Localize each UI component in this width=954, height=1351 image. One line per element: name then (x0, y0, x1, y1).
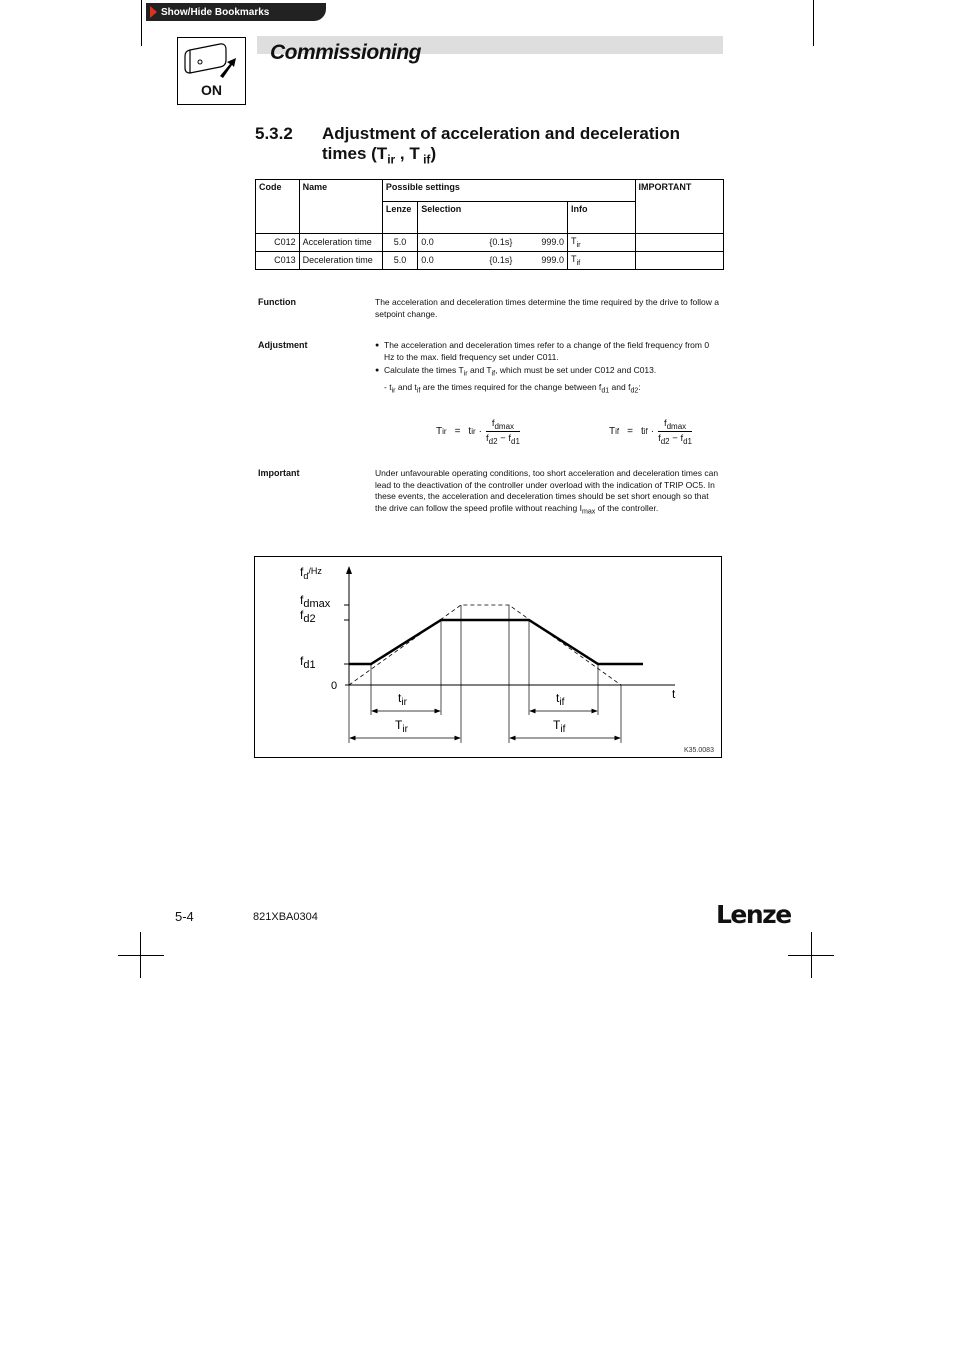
section-number: 5.3.2 (255, 124, 293, 143)
f-text: f (485, 432, 489, 444)
adjustment-label: Adjustment (258, 340, 308, 350)
cell-info (567, 234, 635, 252)
ramp-time-diagram (254, 556, 722, 758)
numerator (664, 418, 686, 431)
title-text: times (T (322, 144, 388, 163)
power-switch-icon (178, 38, 247, 82)
denominator (486, 431, 520, 446)
bookmarks-label: Show/Hide Bookmarks (161, 6, 270, 18)
adjustment-bullet-1: ● The acceleration and deceleration times refer to a change of the field frequency from 0 Hz to the max. field frequency set under C011. (375, 340, 720, 363)
text-sub: d1 (601, 386, 610, 395)
show-hide-bookmarks-button[interactable] (146, 3, 326, 21)
cell-min: 0.0 (418, 234, 487, 252)
ramp-dashed-line (349, 605, 621, 685)
lenze-logo: Lenze (716, 900, 791, 929)
text-sub: ir (391, 386, 396, 395)
cell-code: C012 (256, 234, 300, 252)
f-text: f (663, 418, 667, 429)
f-sub: dmax (666, 421, 687, 431)
f-sub: if (643, 427, 648, 437)
Tir-label: $T_{ir}$ (395, 718, 408, 735)
f-sub: d1 (683, 436, 692, 446)
table-row (256, 251, 724, 269)
on-label: ON (201, 82, 222, 98)
title-text: , T (395, 144, 420, 163)
section-title-line2 (322, 144, 680, 169)
f-text: t (468, 426, 472, 438)
formula-tir (436, 418, 520, 446)
cell-lenze: 5.0 (382, 234, 417, 252)
text: and t (395, 382, 417, 393)
text-sub: if (416, 386, 421, 395)
section-title (322, 124, 680, 169)
page-number: 5-4 (175, 909, 194, 924)
fd1-label: fd1 (300, 654, 316, 671)
document-id: 821XBA0304 (253, 911, 318, 923)
f-sub: ir (442, 427, 447, 437)
cell-important (635, 251, 723, 269)
header-lenze: Lenze (382, 202, 417, 234)
triangle-right-icon (150, 6, 157, 18)
text-sub: max (581, 507, 596, 516)
y-axis-label: $f_d^{/Hz}$ (300, 565, 322, 581)
f-sub: dmax (494, 421, 515, 431)
f-sub: if (615, 427, 620, 437)
cell-code: C013 (256, 251, 300, 269)
cell-max: 999.0 (528, 251, 568, 269)
adjustment-bullet-2 (375, 365, 720, 380)
text-sub: d2 (630, 386, 639, 395)
cell-step: {0.1s} (486, 251, 528, 269)
ramp-profile-line (349, 620, 643, 664)
fraction (658, 418, 692, 446)
crop-mark (141, 0, 142, 46)
header-code: Code (256, 180, 300, 234)
title-text: ) (430, 144, 437, 163)
f-sub: ir (471, 427, 476, 437)
title-sub: ir (387, 152, 396, 167)
header-info: Info (567, 202, 635, 234)
crop-mark (788, 955, 834, 956)
function-label: Function (258, 297, 296, 307)
header-name: Name (299, 180, 382, 234)
Tif-label: $T_{if}$ (553, 718, 566, 735)
cell-max: 999.0 (528, 234, 568, 252)
info-sub: if (576, 257, 581, 267)
cell-important (635, 234, 723, 252)
cell-info (567, 251, 635, 269)
formula-tif (609, 418, 692, 446)
cell-lenze: 5.0 (382, 251, 417, 269)
text: and T (467, 365, 492, 375)
text: Calculate the times T (384, 365, 464, 375)
f-text: − f (669, 432, 684, 444)
cell-name: Acceleration time (299, 234, 382, 252)
text: and f (609, 382, 631, 393)
function-text: The acceleration and deceleration times determine the time required by the drive to follow a setpoint change. (375, 297, 719, 319)
title-sub: if (419, 152, 431, 167)
important-label: Important (258, 468, 300, 478)
chapter-title: Commissioning (270, 41, 422, 64)
f-text: = (454, 426, 461, 438)
text: of the controller. (595, 502, 659, 513)
info-text: T (570, 236, 577, 246)
f-text: · (650, 426, 655, 438)
fdmax-label: fdmax (300, 593, 331, 610)
section-title-line1: Adjustment of acceleration and deceleration (322, 124, 681, 143)
f-text: = (627, 426, 633, 438)
crop-mark (813, 0, 814, 46)
f-text: T (609, 426, 616, 438)
text-sub: ir (463, 369, 468, 378)
zero-label: 0 (331, 680, 338, 692)
header-possible-settings: Possible settings (382, 180, 635, 202)
power-on-icon-box (177, 37, 246, 105)
f-text: f (491, 418, 495, 429)
denominator (658, 431, 692, 446)
text: are the times required for the change between f (420, 382, 602, 393)
text-sub: if (491, 369, 496, 378)
x-axis-label: t (672, 687, 676, 701)
parameter-table (255, 179, 724, 270)
f-sub: d1 (511, 436, 520, 446)
f-text: − f (497, 432, 511, 444)
text: Under unfavourable operating conditions, too short acceleration and deceleration times can lead to the deactivation of the controller under overload with the indication of TRIP OC5. In these events, the acceleration and deceleration times should be set short enough so that the drive can follow the speed profile without reaching I (375, 468, 719, 513)
fraction (486, 418, 520, 446)
f-text: T (436, 426, 443, 438)
ramp-diagram-svg (255, 557, 721, 757)
cell-name: Deceleration time (299, 251, 382, 269)
info-sub: ir (576, 239, 581, 249)
important-text (375, 468, 720, 518)
adjustment-dash-item (375, 382, 720, 397)
header-selection: Selection (418, 202, 568, 234)
adjustment-text (375, 340, 720, 397)
table-row (256, 234, 724, 252)
f-sub: d2 (488, 436, 498, 446)
text: , which must be set under C012 and C013. (495, 365, 657, 375)
tif-label: $t_{if}$ (556, 691, 565, 708)
crop-mark (118, 955, 164, 956)
info-text: T (570, 253, 577, 264)
cell-step: {0.1s} (486, 234, 528, 252)
text: - t (384, 382, 392, 393)
f-text: f (658, 432, 661, 444)
figure-ref: K35.0083 (684, 747, 714, 754)
f-sub: d2 (660, 436, 670, 446)
fd2-label: fd2 (300, 608, 316, 625)
numerator (492, 418, 514, 431)
tir-label: $t_{ir}$ (398, 691, 407, 708)
text: : (638, 382, 641, 393)
f-text: t (640, 426, 644, 438)
header-important: IMPORTANT (635, 180, 723, 234)
cell-min: 0.0 (418, 251, 487, 269)
f-text: · (478, 426, 482, 438)
